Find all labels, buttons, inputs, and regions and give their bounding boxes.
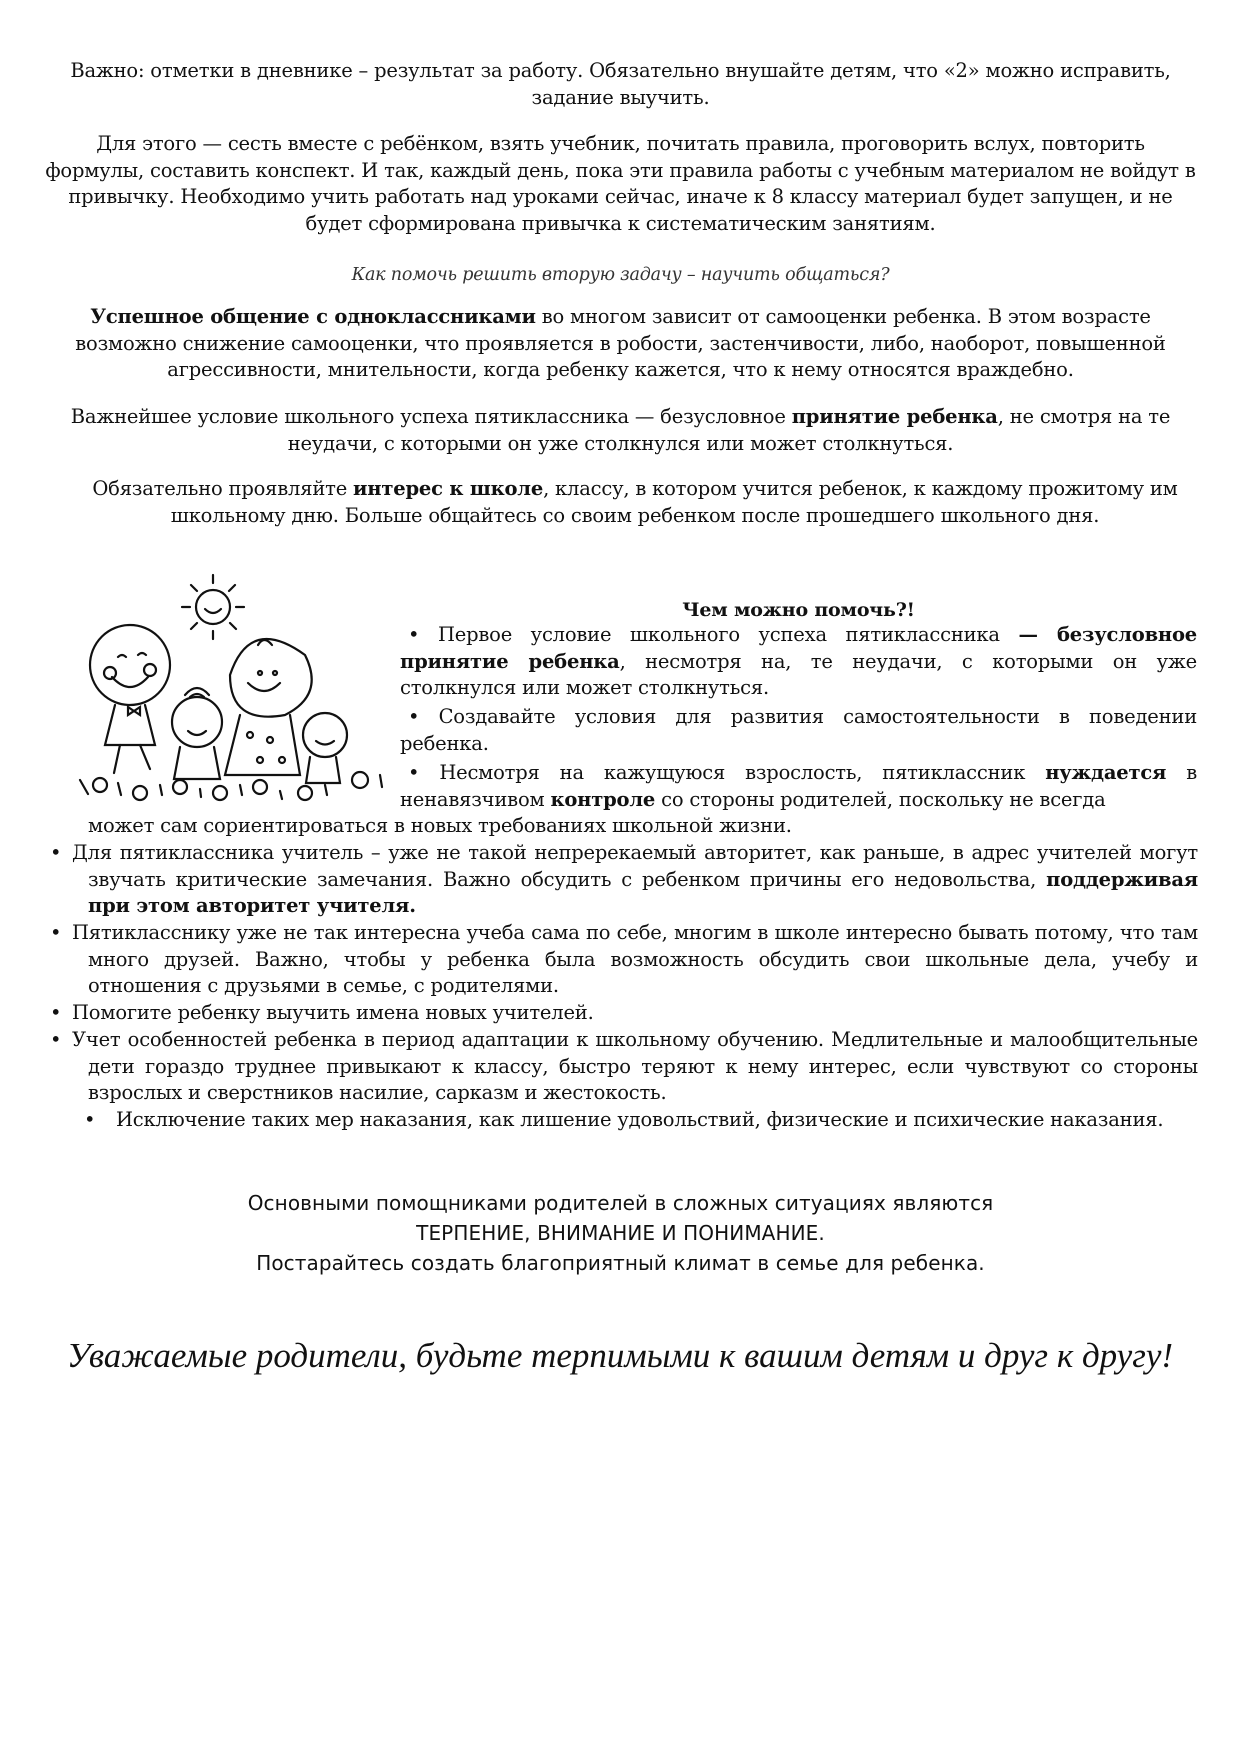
bullet-icon: • — [50, 1001, 62, 1024]
bullet-item-1-text: Для пятиклассника учитель – уже не такой непререкаемый авторитет, как раньше, в адрес учителей могут звучать критические замечания. Важно обсудить с ребенком причины его недовольства, — [72, 841, 1198, 891]
section-subtitle: Как помочь решить вторую задачу – научить общаться? — [351, 265, 890, 285]
closing-message: Уважаемые родители, будьте терпимыми к вашим детям и друг к другу! — [66, 1336, 1174, 1375]
help-item-2-text: Создавайте условия для развития самостоятельности в поведении ребенка. — [400, 705, 1198, 755]
help-heading: Чем можно помочь?! — [682, 599, 915, 621]
bullet-item-5 — [84, 1107, 1198, 1134]
communication-text: во многом зависит от самооценки ребенка. В этом возрасте возможно снижение самооценки, что проявляется в робости, застенчивости, либо, наоборот, повышенной агрессивности, мнительности, когда ребенку кажется, что к нему относятся враждебно. — [75, 305, 1166, 381]
interest-post: , классу, в котором учится ребенок, к каждому прожитому им школьному дню. Больше общайтесь со своим ребенком после прошедшего школьного дня. — [170, 477, 1178, 527]
help-item-3-pre: Несмотря на кажущуюся взрослость, пятиклассник — [439, 761, 1046, 784]
bullet-icon: • — [408, 705, 420, 728]
summary-line-2: ТЕРПЕНИЕ, ВНИМАНИЕ И ПОНИМАНИЕ. — [416, 1221, 825, 1245]
acceptance-pre: Важнейшее условие школьного успеха пятиклассника — безусловное — [70, 405, 792, 428]
communication-paragraph — [44, 304, 1197, 384]
acceptance-post: , не смотря на те неудачи, с которыми он уже столкнулся или может столкнуться. — [287, 405, 1171, 455]
help-item-3-bold-1: нуждается — [1045, 761, 1167, 784]
baby-figure — [303, 713, 347, 783]
help-item-3-post: со стороны родителей, поскольку не всегда — [655, 787, 1106, 811]
bullet-icon: • — [408, 761, 420, 784]
help-item-2 — [400, 704, 1197, 757]
help-item-1-post: , несмотря на, те неудачи, с которыми он уже столкнулся или может столкнуться. — [400, 649, 1197, 699]
bullet-item-3 — [50, 1000, 1198, 1027]
bullet-icon: • — [50, 1028, 62, 1051]
intro-paragraph-1: Важно: отметки в дневнике – результат за работу. Обязательно внушайте детям, что «2» можно исправить, задание выучить. — [70, 59, 1171, 109]
family-illustration — [70, 565, 400, 805]
interest-bold: интерес к школе — [353, 477, 544, 500]
bullet-item-4-text: Учет особенностей ребенка в период адаптации к школьному обучению. Медлительные и малообщительные дети гораздо труднее привыкают к классу, быстро теряют к нему интерес, если чувствуют со стороны взрослых и сверстников насилие, сарказм и жестокость. — [72, 1028, 1198, 1104]
bullet-item-5-text: Исключение таких мер наказания, как лишение удовольствий, физические и психические наказания. — [116, 1108, 1164, 1131]
summary-line-3: Постарайтесь создать благоприятный климат в семье для ребенка. — [256, 1251, 985, 1275]
bullet-icon: • — [408, 623, 420, 646]
summary-line-1: Основными помощниками родителей в сложных ситуациях являются — [247, 1191, 994, 1215]
intro-paragraph-2: Для этого — сесть вместе с ребёнком, взять учебник, почитать правила, проговорить вслух, повторить формулы, составить конспект. И так, каждый день, пока эти правила работы с учебным материалом не войдут в привычку. Необходимо учить работать над уроками сейчас, иначе к 8 классу материал будет запущен, и не будет сформирована привычка к систематическим занятиям. — [45, 132, 1196, 235]
interest-paragraph — [90, 476, 1180, 529]
girl-figure — [172, 688, 222, 779]
help-item-1-bold: — безусловное принятие ребенка — [400, 623, 1198, 673]
mother-figure — [225, 639, 312, 775]
bullet-item-1-bold: поддерживая при этом авторитет учителя. — [88, 867, 1198, 917]
bullet-item-1 — [50, 840, 1198, 920]
flowers — [80, 772, 382, 800]
father-figure — [90, 625, 170, 773]
sun-icon — [182, 575, 244, 639]
help-item-3-bold-2: контроле — [550, 787, 656, 811]
acceptance-bold: принятие ребенка — [791, 405, 998, 428]
help-item-3-continuation: может сам сориентироваться в новых требованиях школьной жизни. — [88, 814, 792, 837]
bullet-item-2 — [50, 920, 1198, 1000]
acceptance-paragraph — [44, 404, 1197, 457]
help-item-3 — [400, 760, 1197, 813]
help-item-3-mid: в ненавязчивом — [400, 761, 1198, 811]
bullet-item-2-text: Пятикласснику уже не так интересна учеба сама по себе, многим в школе интересно бывать потому, что там много друзей. Важно, чтобы у ребенка была возможность обсудить свои школьные дела, учебу и отношения с друзьями в семье, с родителями. — [72, 921, 1198, 997]
bullet-item-4 — [50, 1027, 1198, 1107]
help-item-1 — [400, 622, 1197, 702]
bullet-icon: • — [50, 921, 62, 944]
bullet-icon: • — [50, 841, 62, 864]
interest-pre: Обязательно проявляйте — [92, 477, 354, 500]
bullet-item-3-text: Помогите ребенку выучить имена новых учителей. — [72, 1001, 594, 1024]
bullet-icon: • — [84, 1108, 96, 1131]
help-item-1-pre: Первое условие школьного успеха пятиклассника — [437, 623, 1019, 646]
communication-bold: Успешное общение с одноклассниками — [90, 305, 536, 328]
